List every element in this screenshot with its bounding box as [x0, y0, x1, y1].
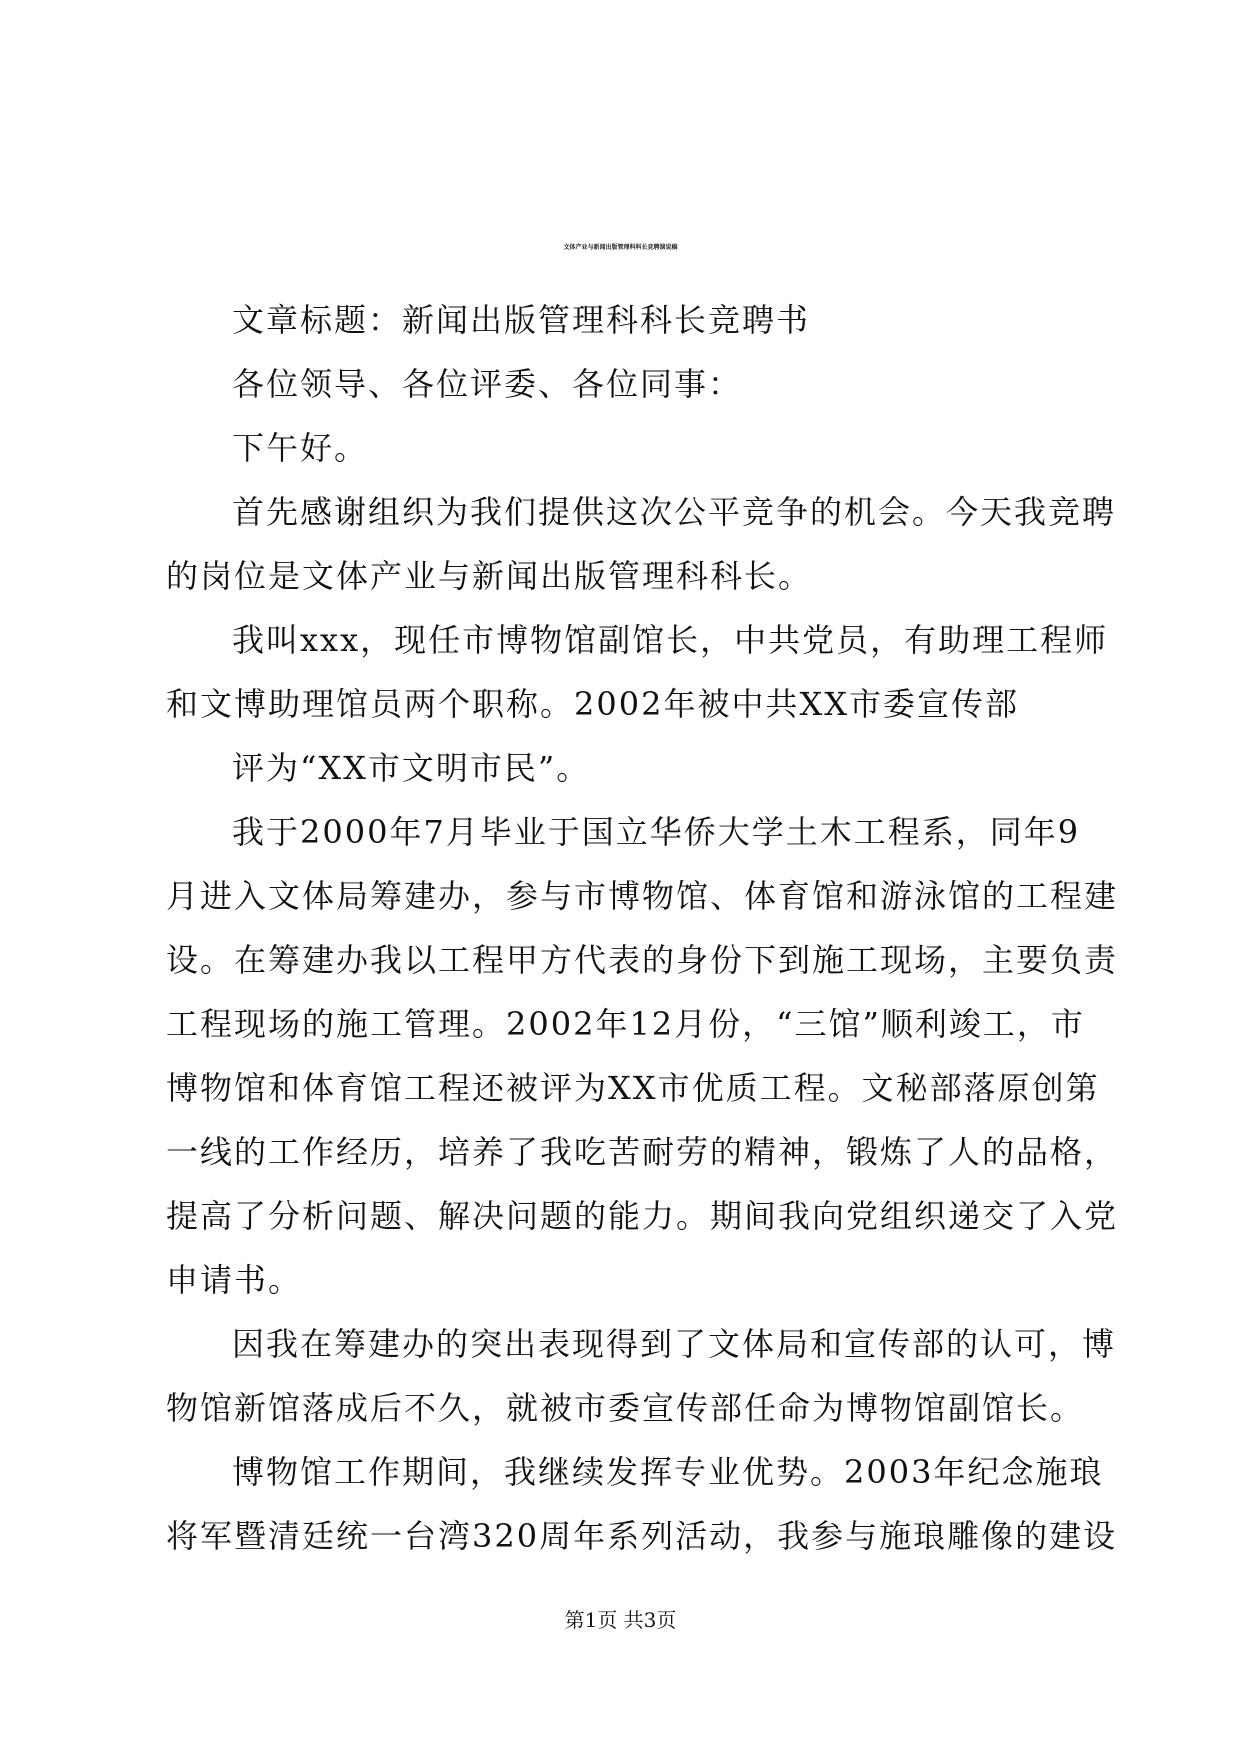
- text-line: 的岗位是文体产业与新闻出版管理科科长。: [166, 557, 813, 595]
- text-line: 博物馆和体育馆工程还被评为XX市优质工程。文秘部落原创第: [166, 1069, 1100, 1107]
- text-line: 将军暨清廷统一台湾320周年系列活动，我参与施琅雕像的建设: [166, 1517, 1118, 1555]
- text-line: 评为“XX市文明市民”。: [232, 749, 591, 787]
- text-line: 我叫xxx，现任市博物馆副馆长，中共党员，有助理工程师: [232, 621, 1109, 659]
- text-line: 工程现场的施工管理。2002年12月份，“三馆”顺利竣工，市: [166, 1005, 1085, 1043]
- text-line: 博物馆工作期间，我继续发挥专业优势。2003年纪念施琅: [232, 1453, 1104, 1491]
- text-line: 我于2000年7月毕业于国立华侨大学土木工程系，同年9: [232, 813, 1081, 851]
- text-line: 物馆新馆落成后不久，就被市委宣传部任命为博物馆副馆长。: [166, 1389, 1085, 1427]
- text-line: 首先感谢组织为我们提供这次公平竞争的机会。今天我竞聘: [232, 493, 1117, 531]
- text-line: 各位领导、各位评委、各位同事：: [232, 365, 743, 403]
- text-line: 一线的工作经历，培养了我吃苦耐劳的精神，锻炼了人的品格，: [166, 1133, 1119, 1171]
- text-line: 申请书。: [166, 1261, 303, 1299]
- text-line: 文章标题：新闻出版管理科科长竞聘书: [232, 301, 811, 339]
- document-title: 文体产业与新闻出版管理科科长竞聘演说稿: [563, 244, 678, 251]
- text-line: 因我在筹建办的突出表现得到了文体局和宣传部的认可，博: [232, 1325, 1117, 1363]
- text-line: 下午好。: [232, 429, 369, 467]
- text-line: 月进入文体局筹建办，参与市博物馆、体育馆和游泳馆的工程建: [166, 877, 1119, 915]
- text-line: 设。在筹建办我以工程甲方代表的身份下到施工现场，主要负责: [166, 941, 1119, 979]
- text-line: 提高了分析问题、解决问题的能力。期间我向党组织递交了入党: [166, 1197, 1119, 1235]
- text-line: 和文博助理馆员两个职称。2002年被中共XX市委宣传部: [166, 685, 1020, 723]
- page-number: 第1页 共3页: [564, 1608, 677, 1632]
